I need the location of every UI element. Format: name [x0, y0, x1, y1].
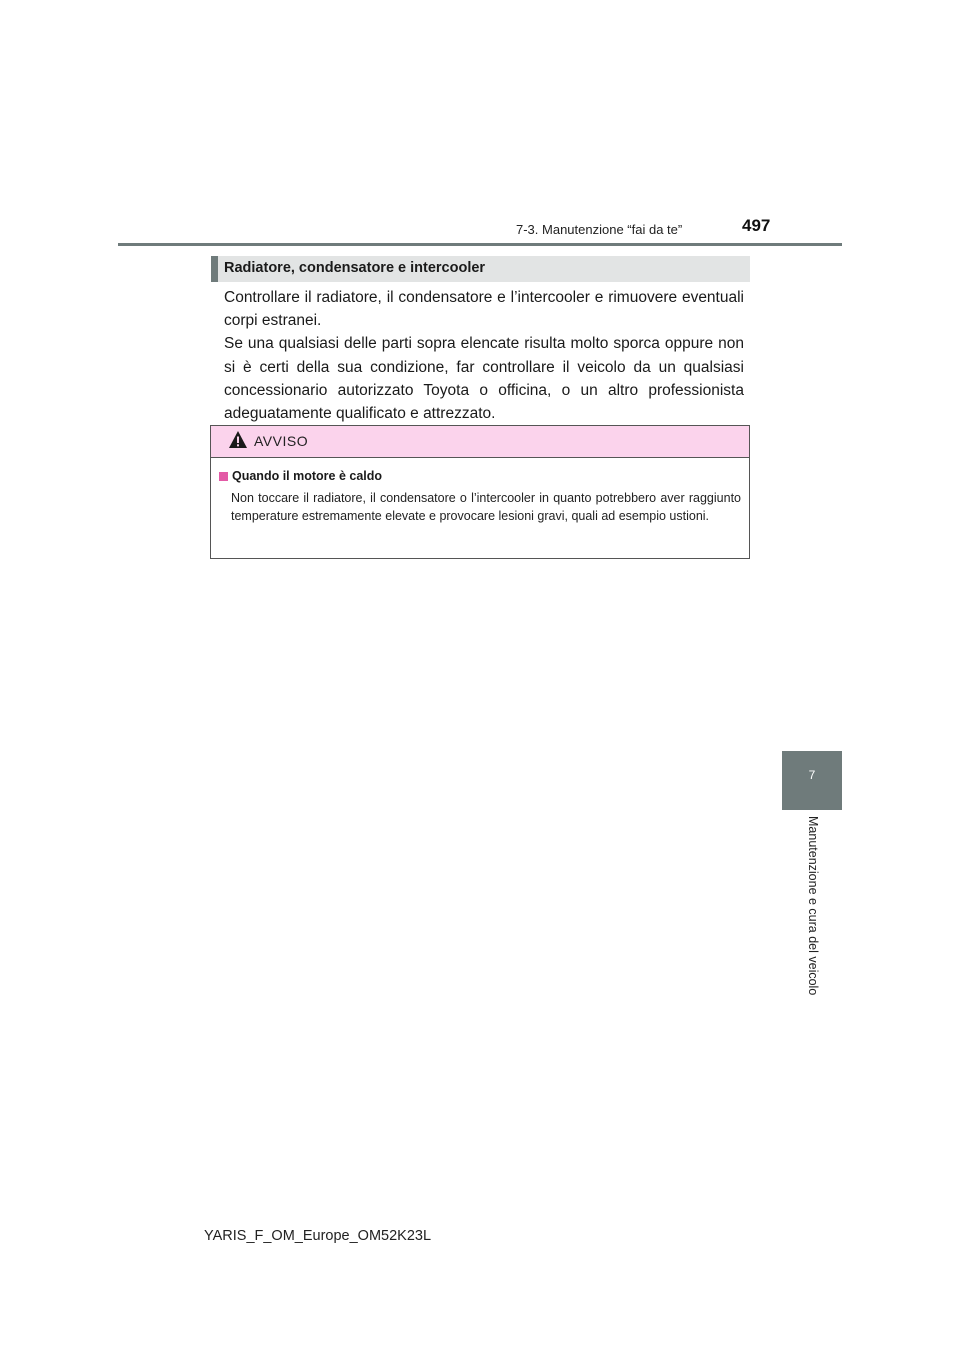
warning-box — [210, 425, 750, 559]
running-header: 7-3. Manutenzione “fai da te” — [516, 222, 683, 237]
page-number: 497 — [742, 216, 771, 235]
chapter-number: 7 — [808, 768, 816, 782]
chapter-tab — [782, 751, 842, 810]
section-heading-accent — [211, 256, 218, 282]
body-paragraph: Se una qualsiasi delle parti sopra elencate risulta molto sporca oppure non si è certi della sua condizione, far controllare il veicolo da un qualsiasi concessionario autorizzato Toyota o officina, o un altro professionista adeguatamente qualificato e attrezzato. — [224, 335, 744, 423]
warning-title: AVVISO — [254, 433, 309, 449]
warning-header — [211, 426, 749, 458]
warning-triangle-icon — [228, 430, 248, 449]
section-title: Radiatore, condensatore e intercooler — [224, 260, 486, 276]
header-rule — [118, 243, 842, 246]
bullet-square-icon — [219, 472, 228, 481]
chapter-side-label — [804, 816, 822, 1016]
section-body — [224, 286, 744, 425]
chapter-side-label-text: Manutenzione e cura del veicolo — [806, 816, 820, 996]
document-code: YARIS_F_OM_Europe_OM52K23L — [204, 1228, 432, 1244]
warning-text: Non toccare il radiatore, il condensatore o l’intercooler in quanto potrebbero aver raggiunto temperature estremamente elevate e provocare lesioni gravi, quali ad esempio ustioni. — [231, 491, 741, 523]
section-heading-bar — [211, 256, 750, 282]
body-paragraph: Controllare il radiatore, il condensatore e l’intercooler e rimuovere eventuali corpi estranei. — [224, 289, 744, 330]
warning-subheading: Quando il motore è caldo — [232, 469, 383, 483]
